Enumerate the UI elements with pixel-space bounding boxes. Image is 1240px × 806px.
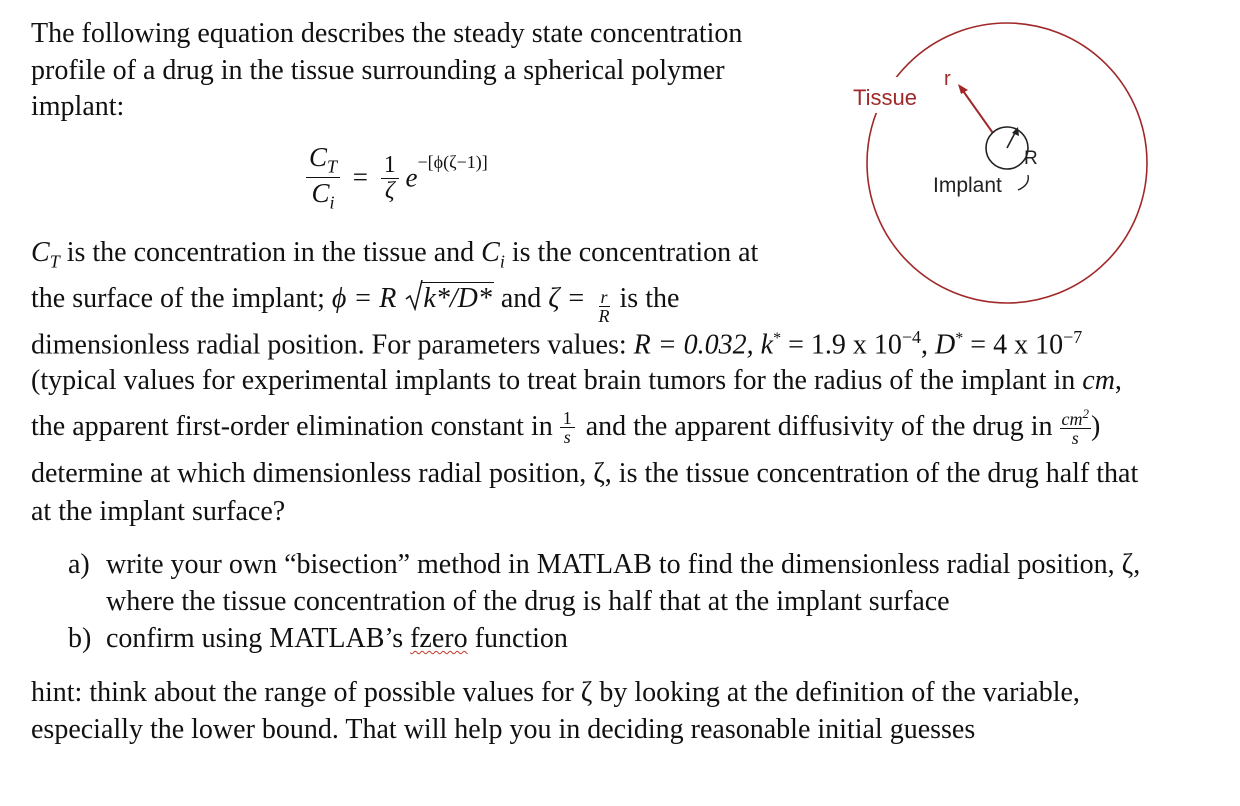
task-a-line-1: write your own “bisection” method in MATLAB to find the dimensionless radial position, ζ, xyxy=(106,549,1141,580)
implant-diagram xyxy=(840,15,1160,305)
intro-line-1: The following equation describes the steady state concentration xyxy=(31,18,743,49)
implant-leader-line xyxy=(1018,175,1028,190)
hint-line-2: especially the lower bound. That will help you in deciding reasonable initial guesses xyxy=(31,714,976,745)
definition-line-2: the surface of the implant; ϕ = R k*/D* and ζ = $\frac{r}{R}$ is the xyxy=(31,282,679,319)
params-line-5: at the implant surface? xyxy=(31,496,286,527)
radius-r-arrowhead xyxy=(958,84,968,94)
params-line-4: determine at which dimensionless radial position, ζ, is the tissue concentration of the drug half that xyxy=(31,458,1139,489)
task-a-marker: a) xyxy=(68,549,90,580)
params-line-2: (typical values for experimental implants to treat brain tumors for the radius of the implant in cm, xyxy=(31,365,1122,396)
intro-line-3: implant: xyxy=(31,91,125,122)
fzero-term: fzero xyxy=(410,623,468,654)
concentration-equation: $\frac{C_T}{C_i}$ = $\frac{1}{\zeta}$ $e^{-[\phi(\zeta-1)]}$ xyxy=(306,144,488,212)
task-a-line-2: where the tissue concentration of the drug is half that at the implant surface xyxy=(106,586,950,617)
R-label: R xyxy=(1024,148,1038,169)
definition-line-1: $C_T$ is the concentration in the tissue and $C_i$ is the concentration at xyxy=(31,237,759,272)
params-line-3: the apparent first-order elimination constant in $\frac{1}{s}$ and the apparent diffusivity of the drug in $\frac{cm^2}{s}$ ) xyxy=(31,406,1101,448)
sqrt-symbol xyxy=(405,279,423,311)
tissue-label: Tissue xyxy=(853,85,917,110)
hint-line-1: hint: think about the range of possible values for ζ by looking at the definition of the variable, xyxy=(31,677,1080,708)
params-line-1: dimensionless radial position. For parameters values: R = 0.032, k* = 1.9 x $10^{-4}$, D* = 4 x $10^{-7}$ xyxy=(31,327,1083,361)
r-label: r xyxy=(944,68,951,90)
task-b-line-1: confirm using MATLAB’s fzero function xyxy=(106,623,568,654)
intro-line-2: profile of a drug in the tissue surrounding a spherical polymer xyxy=(31,55,725,86)
task-b-marker: b) xyxy=(68,623,92,654)
implant-label: Implant xyxy=(933,174,1002,197)
